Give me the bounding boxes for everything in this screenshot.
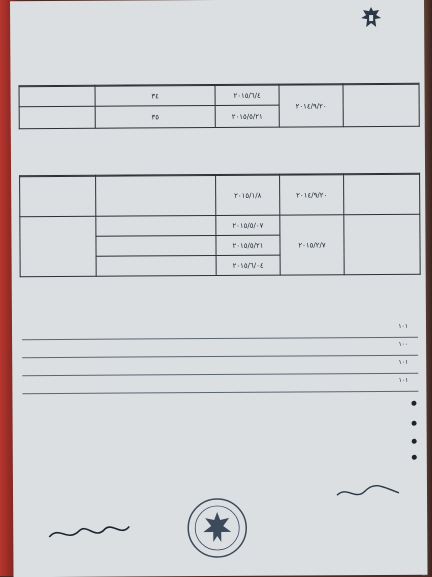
notes-list (22, 321, 419, 465)
end-date-cell: ٢٠١٥/٥/٠٧ (216, 215, 280, 235)
divider (22, 373, 418, 376)
end-date-cell: ٢٠١٥/٦/٤ (215, 85, 279, 105)
weeks-cell: ٣٤ (95, 86, 215, 107)
start-date-cell: ٢٠١٤/٩/٢٠ (280, 175, 344, 215)
schedule-cell (96, 256, 216, 277)
eagle-crest-icon (359, 5, 383, 33)
schedule-cell (96, 236, 216, 257)
start-date-cell: ٢٠١٥/٢/٧ (280, 215, 344, 275)
end-date-cell: ٢٠١٥/٥/٢١ (216, 235, 280, 255)
distribution-title (131, 157, 301, 158)
note-item (24, 397, 408, 411)
row-label-cell (343, 84, 419, 126)
note-item: ١٠١ (398, 322, 409, 330)
note-item: ١٠١ (398, 358, 409, 366)
minister-signature-icon (43, 519, 133, 548)
minister-signature-block (25, 500, 155, 501)
ministry-office (20, 21, 350, 23)
note-bullet-icon (412, 455, 417, 460)
official-seal-icon (185, 496, 249, 560)
row-label-cell (344, 174, 420, 214)
document-subtitle (65, 57, 365, 59)
end-date-cell: ٢٠١٥/٥/٢١ (215, 105, 279, 127)
table-row (20, 174, 420, 216)
document-date-line (105, 71, 325, 72)
notes-cell (19, 106, 95, 128)
document-title (80, 43, 350, 45)
note-bullet-icon (412, 421, 417, 426)
term-schedule-table (19, 173, 421, 277)
divider (22, 337, 418, 340)
document-sheet (10, 0, 428, 577)
note-bullet-icon (411, 401, 416, 406)
row-label-cell (344, 214, 420, 274)
start-date-cell: ٢٠١٤/٩/٢٠ (279, 85, 343, 127)
schedule-cell (96, 216, 216, 237)
notes-cell (20, 176, 96, 216)
note-item: ١٠١ (398, 376, 409, 384)
weeks-cell: ٣٥ (95, 106, 215, 129)
academic-year-table (19, 83, 420, 129)
divider (22, 355, 418, 358)
notes-heading (312, 304, 412, 305)
ministry-name (20, 5, 350, 7)
note-item: ١٠٠ (398, 340, 409, 348)
notes-cell (20, 216, 96, 276)
table-row (20, 214, 420, 236)
notes-cell (19, 86, 95, 106)
end-date-cell: ٢٠١٥/١/٨ (216, 175, 280, 215)
schedule-cell (96, 176, 216, 217)
supervisor-signature-icon (333, 481, 403, 503)
end-date-cell: ٢٠١٥/٦/٠٤ (216, 255, 280, 275)
supervisor-signature-block (313, 479, 417, 480)
divider (22, 391, 418, 394)
table-row (19, 84, 419, 106)
note-bullet-icon (412, 439, 417, 444)
